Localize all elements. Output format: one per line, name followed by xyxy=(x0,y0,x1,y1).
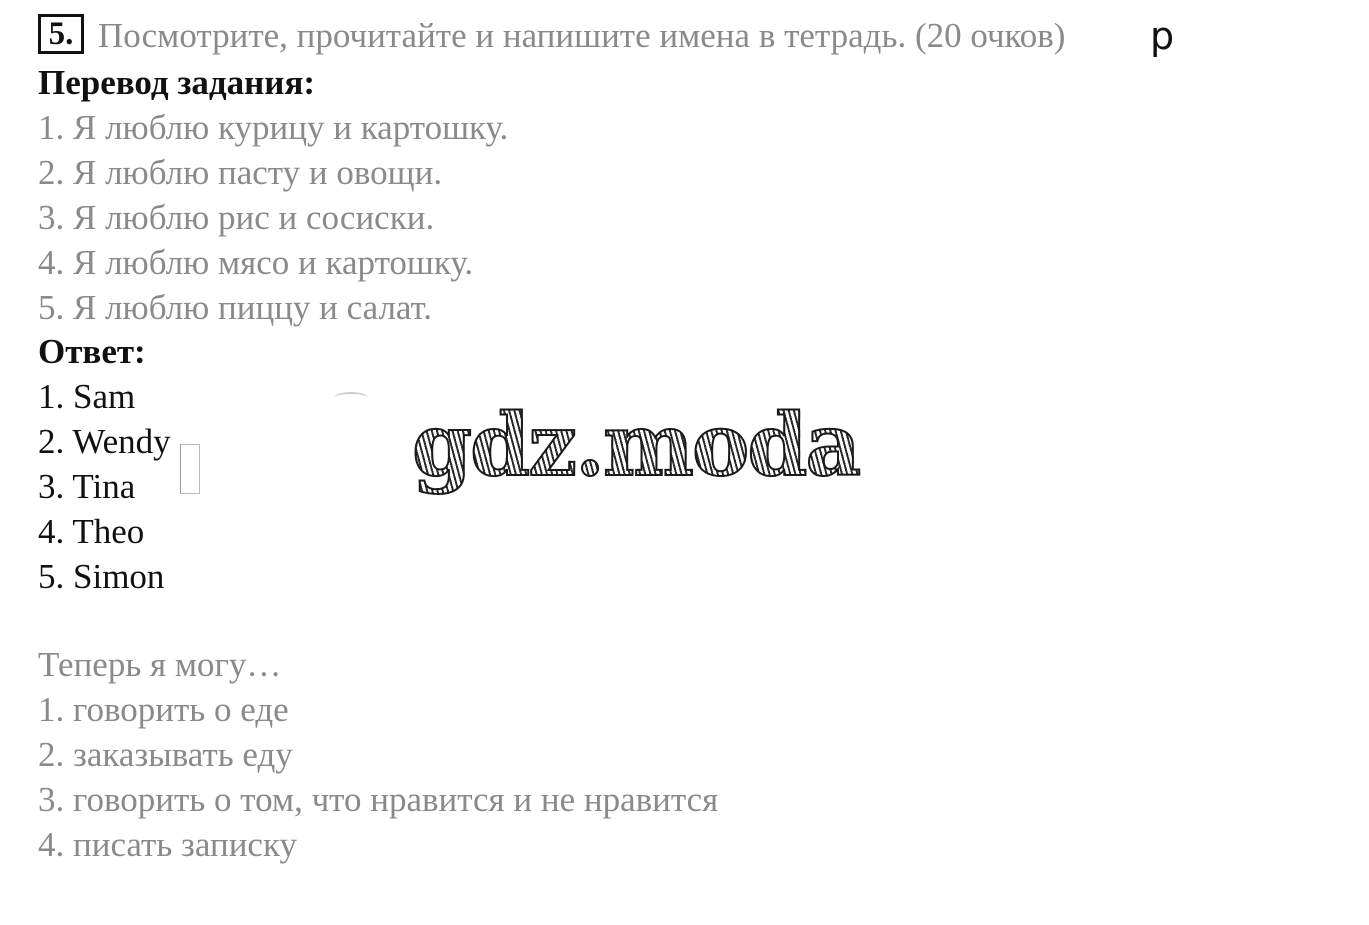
answer-item: 4. Theo xyxy=(38,512,145,551)
summary-item: 1. говорить о еде xyxy=(38,690,289,729)
translation-item: 5. Я люблю пиццу и салат. xyxy=(38,288,432,327)
page-fragment: р xyxy=(1150,14,1175,58)
translation-item: 4. Я люблю мясо и картошку. xyxy=(38,243,474,282)
translation-item: 2. Я люблю пасту и овощи. xyxy=(38,153,443,192)
answer-item: 2. Wendy xyxy=(38,422,171,461)
scan-artifact-box xyxy=(180,444,200,494)
translation-heading: Перевод задания: xyxy=(38,63,316,102)
answer-heading: Ответ: xyxy=(38,332,146,371)
answer-item: 1. Sam xyxy=(38,377,136,416)
translation-item: 1. Я люблю курицу и картошку. xyxy=(38,108,509,147)
answer-item: 5. Simon xyxy=(38,557,165,596)
translation-item: 3. Я люблю рис и сосиски. xyxy=(38,198,435,237)
summary-intro: Теперь я могу… xyxy=(38,645,282,684)
watermark: gdz.moda xyxy=(412,395,860,496)
summary-item: 2. заказывать еду xyxy=(38,735,293,774)
scan-artifact-arc xyxy=(334,392,368,404)
task-number-box: 5. xyxy=(38,14,84,54)
summary-item: 4. писать записку xyxy=(38,825,297,864)
answer-item: 3. Tina xyxy=(38,467,136,506)
task-instruction: Посмотрите, прочитайте и напишите имена в тетрадь. (20 очков) xyxy=(98,16,1066,55)
summary-item: 3. говорить о том, что нравится и не нравится xyxy=(38,780,719,819)
